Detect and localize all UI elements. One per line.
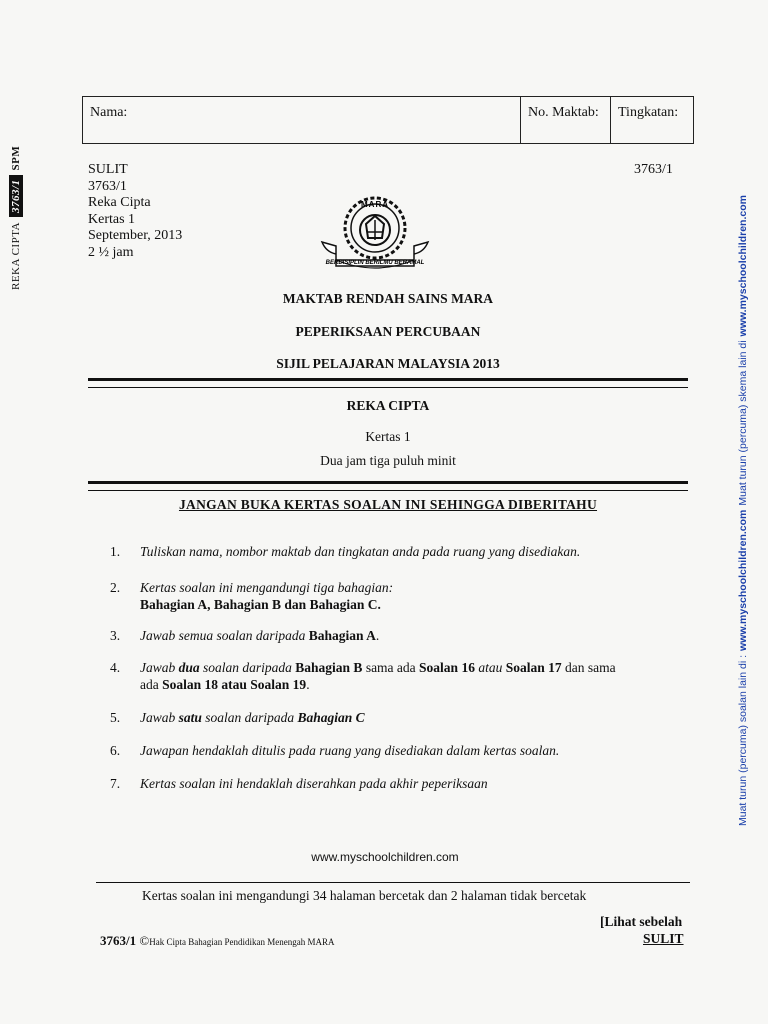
side-subject: REKA CIPTA — [10, 222, 22, 290]
warning-notice: JANGAN BUKA KERTAS SOALAN INI SEHINGGA DIBERITAHU — [178, 497, 598, 512]
divider-bottom — [88, 481, 688, 491]
logo-top-text: MARA — [361, 200, 389, 209]
instruction-text: soalan daripada — [205, 710, 295, 725]
instruction-emphasis: satu — [178, 710, 202, 725]
instruction-text: sama ada — [365, 660, 416, 675]
form-field[interactable] — [611, 97, 693, 143]
certificate-title: SIJIL PELAJARAN MALAYSIA 2013 — [276, 356, 500, 371]
instruction-text: Jawab — [140, 710, 176, 725]
instruction-2 — [110, 579, 700, 613]
instruction-number: 4. — [110, 660, 121, 675]
subject-title: REKA CIPTA — [346, 398, 430, 413]
instruction-5 — [110, 709, 700, 726]
instruction-text: dan sama — [565, 660, 616, 675]
instruction-1 — [110, 543, 700, 560]
instruction-text: atau — [478, 660, 503, 675]
instruction-text: atau — [221, 677, 247, 692]
name-label: Nama: — [90, 105, 128, 120]
institution-title: MAKTAB RENDAH SAINS MARA — [282, 291, 494, 306]
paper-code-right: 3763/1 — [634, 162, 673, 177]
watermark-link-1[interactable]: www.myschoolchildren.com — [737, 509, 749, 651]
college-number-field[interactable] — [521, 97, 611, 143]
copyright-icon: © — [139, 933, 150, 948]
classification-footer: SULIT — [643, 931, 684, 946]
exam-date: September, 2013 — [88, 228, 183, 243]
instruction-4 — [110, 659, 700, 693]
copyright-text: Hak Cipta Bahagian Pendidikan Menengah MARA — [149, 937, 335, 947]
turn-over-note: [Lihat sebelah — [600, 914, 683, 929]
instruction-sections: Bahagian A, Bahagian B dan Bahagian C. — [140, 597, 381, 612]
instruction-6 — [110, 742, 700, 759]
instruction-emphasis: Soalan 17 — [505, 660, 562, 675]
instruction-text: Tuliskan nama, nombor maktab dan tingkatan anda pada ruang yang disediakan. — [140, 544, 581, 559]
instruction-emphasis: Soalan 16 — [419, 660, 475, 675]
side-exam: SPM — [10, 145, 22, 171]
instruction-text: soalan daripada — [203, 660, 292, 675]
footer-divider — [96, 882, 690, 883]
instruction-number: 6. — [110, 743, 121, 758]
instruction-emphasis: Soalan 19 — [250, 677, 307, 692]
watermark-link-2[interactable]: www.myschoolchildren.com — [737, 195, 749, 337]
instruction-emphasis: dua — [178, 660, 200, 675]
instruction-number: 5. — [110, 710, 121, 725]
instruction-emphasis: Bahagian A — [308, 628, 376, 643]
watermark-strip — [734, 196, 752, 826]
watermark-text-2: Muat turun (percuma) skema lain di — [737, 340, 749, 506]
instruction-number: 3. — [110, 628, 121, 643]
exam-title: PEPERIKSAAN PERCUBAAN — [295, 324, 481, 339]
paper-title: Kertas 1 — [365, 429, 411, 444]
divider-top — [88, 378, 688, 388]
instruction-punct: . — [375, 628, 380, 643]
mara-logo — [316, 190, 434, 280]
college-label: No. Maktab: — [528, 105, 599, 120]
side-code: 3763/1 — [9, 175, 23, 217]
instruction-text: Jawab — [140, 660, 176, 675]
instruction-punct: . — [306, 677, 310, 692]
footer-url[interactable]: www.myschoolchildren.com — [311, 850, 459, 864]
student-info-box — [82, 96, 694, 144]
classification: SULIT — [88, 162, 128, 177]
instruction-emphasis: Bahagian C — [297, 710, 365, 725]
instruction-number: 7. — [110, 776, 121, 791]
instruction-text: Kertas soalan ini mengandungi tiga bahagian: — [140, 580, 394, 595]
form-label: Tingkatan: — [618, 105, 679, 120]
paper-code: 3763/1 — [88, 178, 127, 194]
exam-duration: 2 ½ jam — [88, 244, 134, 260]
copyright-line — [100, 933, 334, 949]
watermark-text-1: Muat turun (percuma) soalan lain di : — [737, 655, 749, 826]
subject-name: Reka Cipta — [88, 195, 151, 210]
instruction-text: Jawapan hendaklah ditulis pada ruang yang disediakan dalam kertas soalan. — [140, 743, 560, 758]
paper-meta — [88, 162, 182, 261]
paper-number: Kertas 1 — [88, 211, 136, 227]
instruction-text: Kertas soalan ini hendaklah diserahkan pada akhir peperiksaan — [140, 776, 488, 791]
logo-motto: BERDISIPLIN BERILMU BERAMAL — [325, 260, 425, 266]
instruction-number: 2. — [110, 580, 121, 595]
instruction-emphasis: Soalan 18 — [162, 677, 219, 692]
instruction-number: 1. — [110, 544, 121, 559]
instruction-7 — [110, 775, 700, 792]
instruction-text: Jawab semua soalan daripada — [140, 628, 306, 643]
name-field[interactable] — [83, 97, 521, 143]
instruction-emphasis: Bahagian B — [295, 660, 363, 675]
instruction-text: ada — [140, 677, 159, 692]
duration-title: Dua jam tiga puluh minit — [320, 453, 456, 468]
footer-code: 3763/1 — [100, 933, 137, 948]
page-count: Kertas soalan ini mengandungi 34 halaman bercetak dan 2 halaman tidak bercetak — [142, 888, 587, 903]
instruction-3 — [110, 627, 700, 644]
side-strip — [4, 120, 28, 290]
